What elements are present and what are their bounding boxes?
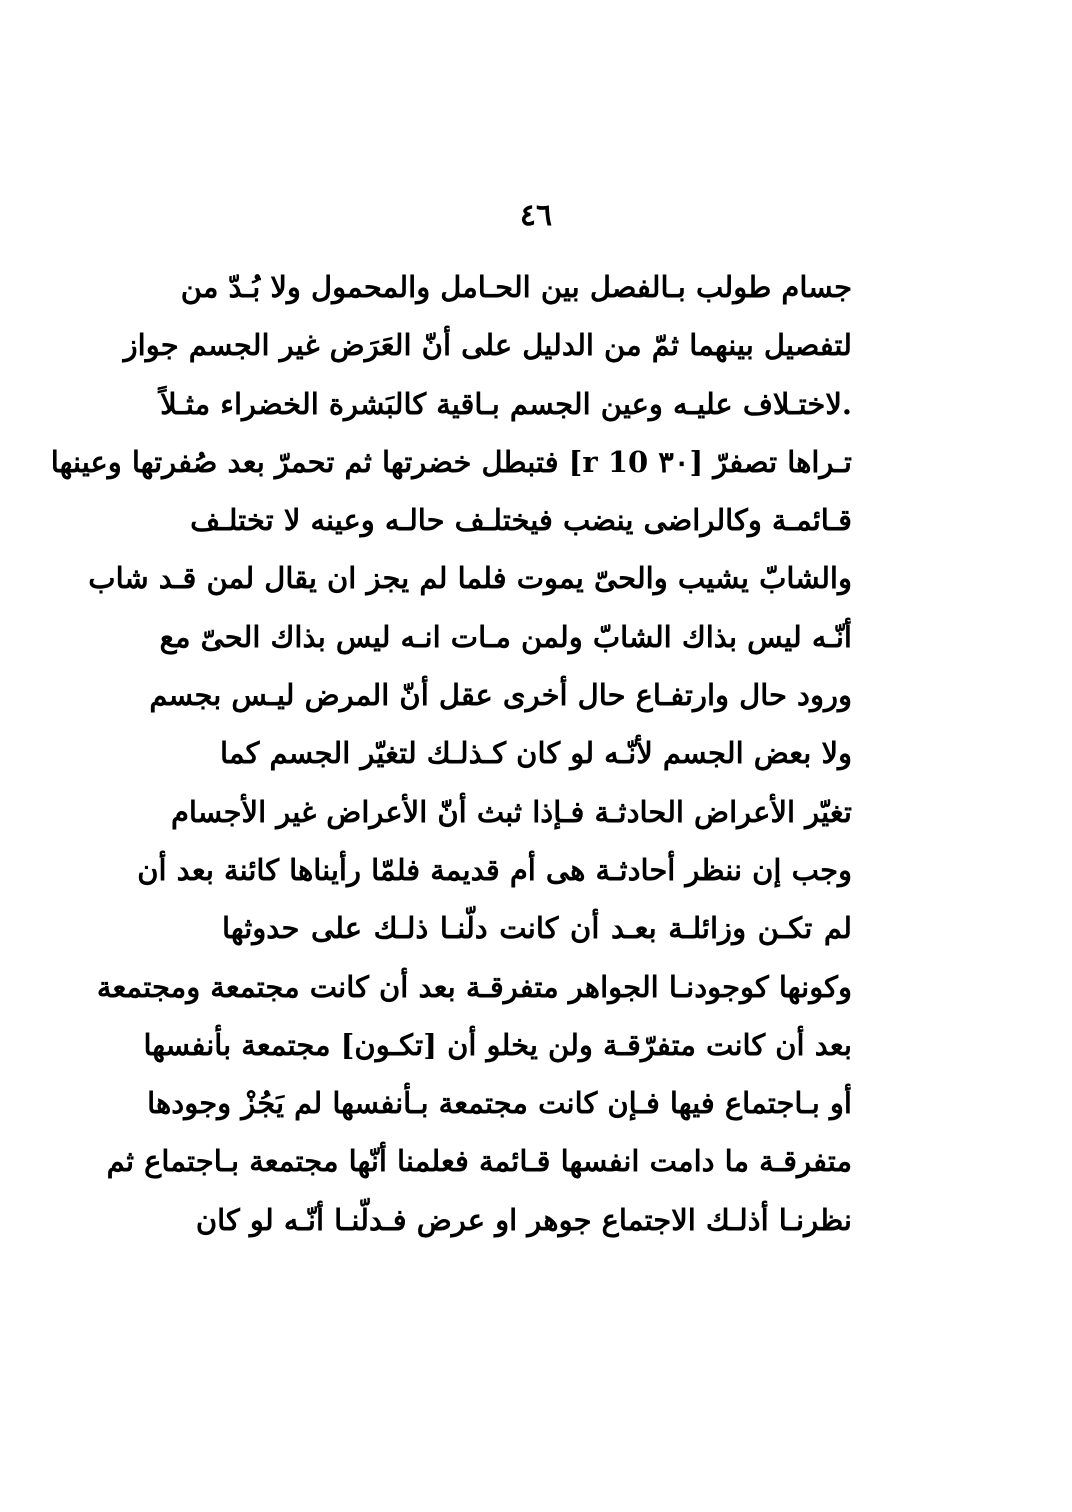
text-line-3: .لاختـلاف عليـه وعين الجسم بـاقية كالبَشرة الخضراء مثـلاً — [160, 386, 852, 421]
text-line-10: تغيّر الأعراض الحادثـة فـإذا ثبث أنّ الأعراض غير الأجسام — [170, 794, 852, 829]
text-line-17: نظرنـا أذلـك الاجتماع جوهر او عرض فـدلّنـا أنّـه لو كان — [195, 1202, 852, 1237]
text-line-12: لم تكـن وزائلـة بعـد أن كانت دلّنـا ذلـك على حدوثها — [222, 911, 852, 946]
text-line-2: لتفصيل بينهما ثمّ من الدليل على أنّ العَرَض غير الجسم جواز — [123, 328, 852, 363]
text-line-7: أنّـه ليس بذاك الشابّ ولمن مـات انـه ليس بذاك الحىّ مع — [159, 619, 852, 654]
text-line-11: وجب إن ننظر أحادثـة هى أم قديمة فلمّا رأيناها كائنة بعد أن — [137, 852, 852, 887]
text-line-1: جسام طولب بـالفصل بين الحـامل والمحمول ولا بُـدّ من — [180, 270, 852, 304]
text-line-4: تـراها تصفرّ [٣٠ 10 r] فتبطل خضرتها ثم تحمرّ بعد صُفرتها وعينها — [50, 444, 852, 479]
page-number: ٤٦ — [519, 198, 553, 233]
text-line-8: ورود حال وارتفـاع حال أخرى عقل أنّ المرض ليـس بجسم — [149, 678, 852, 713]
text-line-6: والشابّ يشيب والحىّ يموت فلما لم يجز ان يقال لمن قـد شاب — [88, 561, 852, 596]
text-line-14: بعد أن كانت متفرّقـة ولن يخلو أن [تكـون] مجتمعة بأنفسها — [143, 1027, 852, 1062]
text-line-16: متفرقـة ما دامت انفسها قـائمة فعلمنا أنّها مجتمعة بـاجتماع ثم — [106, 1144, 852, 1179]
text-line-15: أو بـاجتماع فيها فـإن كانت مجتمعة بـأنفسها لم يَجُزْ وجودها — [147, 1086, 852, 1121]
text-line-5: قـائمـة وكالراضى ينضب فيختلـف حالـه وعينه لا تختلـف — [190, 503, 852, 538]
text-line-9: ولا بعض الجسم لأنّـه لو كان كـذلـك لتغيّر الجسم كما — [219, 736, 852, 771]
body-text — [50, 258, 852, 1249]
text-line-13: وكونها كوجودنـا الجواهر متفرقـة بعد أن كانت مجتمعة ومجتمعة — [96, 969, 852, 1004]
